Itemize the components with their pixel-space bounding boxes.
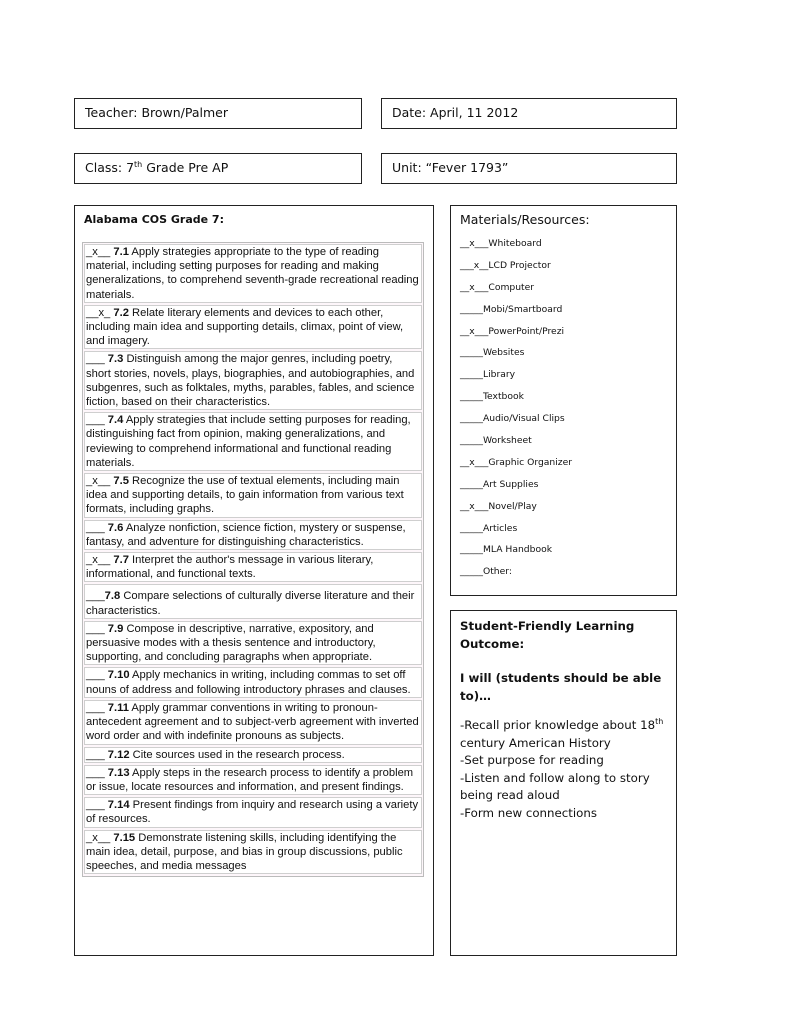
outcome-list [460, 717, 672, 823]
standard-row [84, 520, 422, 550]
standard-code: 7.5 [113, 475, 129, 488]
standards-title: Alabama COS Grade 7: [84, 213, 224, 226]
standard-text: Apply grammar conventions in writing to pronoun-antecedent agreement and to subject-verb agreement with inverted word order and with indefinite pronouns as subjects. [86, 701, 419, 743]
standard-row [84, 830, 422, 875]
standard-row [84, 412, 422, 471]
teacher-label: Teacher: Brown/Palmer [85, 105, 229, 120]
material-item: __x___PowerPoint/Prezi [460, 325, 565, 337]
standard-text: Interpret the author's message in various literary, informational, and functional texts. [86, 554, 374, 581]
standard-mark: ___ [86, 521, 108, 534]
unit-label: Unit: “Fever 1793” [392, 160, 509, 175]
material-item: _____Other: [460, 566, 512, 578]
class-suffix: Grade Pre AP [142, 160, 229, 175]
standard-mark: ___ [86, 353, 108, 366]
standard-text: Relate literary elements and devices to each other, including main idea and supporting details, climax, point of view, and imagery. [86, 306, 404, 348]
material-item: __x___Computer [460, 281, 535, 293]
material-item: _____MLA Handbook [460, 544, 553, 556]
outcome-item: -Form new connections [460, 805, 598, 820]
standard-row [84, 244, 422, 303]
standard-code: 7.9 [107, 622, 124, 635]
standard-text: Apply steps in the research process to identify a problem or issue, locate resources and information, and present findings. [86, 766, 414, 793]
outcome-item-suffix: century American History [460, 735, 611, 750]
standard-text: Distinguish among the major genres, including poetry, short stories, novels, plays, biographies, and autobiographies, and subgenres, such as folktales, myths, parables, fables, and science fiction, based on their characteristics. [86, 353, 415, 409]
materials-title: Materials/Resources: [460, 212, 590, 227]
standard-code: 7.13 [107, 766, 130, 779]
standard-row [84, 747, 422, 763]
teacher-field [74, 98, 362, 129]
material-item: _____Mobi/Smartboard [460, 303, 563, 315]
materials-panel [450, 205, 677, 596]
standard-mark: ___ [86, 622, 108, 635]
material-item: _____Websites [460, 347, 525, 359]
standard-text: Present findings from inquiry and research using a variety of resources. [86, 799, 419, 826]
standard-code: 7.12 [107, 748, 130, 761]
standard-mark: ___ [86, 669, 108, 682]
standard-code: 7.6 [107, 521, 124, 534]
standard-mark: _x__ [86, 831, 114, 844]
standard-text: Compare selections of culturally diverse literature and their characteristics. [86, 590, 415, 617]
standard-code: 7.14 [107, 799, 130, 812]
material-item: __x___Novel/Play [460, 500, 537, 512]
material-item: _____Audio/Visual Clips [460, 413, 565, 425]
standard-row [84, 667, 422, 697]
standard-row [84, 351, 422, 410]
standards-table [82, 242, 424, 877]
material-item: _____Library [460, 369, 516, 381]
outcome-item-prefix: -Recall prior knowledge about 18 [460, 718, 656, 732]
standards-panel [74, 205, 434, 956]
standard-text: Apply strategies appropriate to the type of reading material, including setting purposes for reading and making generalizations, to comprehend seventh-grade recreational reading materials. [86, 246, 419, 301]
standard-code: 7.3 [107, 353, 124, 366]
standard-row [84, 797, 422, 827]
standard-code: 7.2 [113, 306, 129, 319]
standard-text: Recognize the use of textual elements, including main idea and supporting details, to gain information from various text formats, including graphs. [86, 475, 404, 516]
standard-row [84, 584, 422, 618]
standard-text: Apply strategies that include setting purposes for reading, distinguishing fact from opinion, making generalizations, and reviewing to comprehend informational and functional reading materials. [86, 414, 411, 469]
standard-row [84, 765, 422, 795]
standard-row [84, 473, 422, 518]
standard-mark: ___ [86, 414, 108, 427]
standard-row [84, 552, 422, 582]
standard-mark: ___ [86, 799, 108, 812]
outcome-will: I will (students should be able to)… [460, 671, 662, 703]
class-prefix: Class: 7 [85, 160, 135, 175]
outcome-title: Student-Friendly Learning Outcome: [460, 619, 635, 651]
date-field [381, 98, 677, 129]
standard-mark: _x__ [86, 554, 114, 567]
standard-row [84, 305, 422, 350]
standard-code: 7.7 [113, 554, 129, 567]
outcome-item-sup: th [655, 717, 664, 727]
standard-mark: ___ [86, 748, 108, 761]
material-item: ___x__LCD Projector [460, 259, 551, 271]
standard-text: Cite sources used in the research process. [129, 748, 345, 761]
outcome-content [460, 617, 672, 823]
standard-code: 7.15 [113, 831, 136, 844]
class-sup: th [134, 159, 143, 169]
standard-text: Compose in descriptive, narrative, expository, and persuasive modes with a thesis sentence and introductory, supporting, and concluding paragraphs when appropriate. [86, 622, 376, 664]
unit-field [381, 153, 677, 184]
standard-mark: __x_ [86, 306, 114, 319]
standard-code: 7.1 [113, 246, 129, 258]
outcome-item [460, 717, 672, 752]
standard-mark: _x__ [86, 475, 114, 488]
material-item: _____Textbook [460, 391, 524, 403]
class-field [74, 153, 362, 184]
standard-mark: ___ [86, 701, 108, 714]
outcome-panel [450, 610, 677, 956]
material-item: _____Worksheet [460, 435, 532, 447]
standard-code: 7.4 [107, 414, 124, 427]
standard-row [84, 621, 422, 666]
standard-mark: ___ [86, 590, 105, 603]
standard-text: Demonstrate listening skills, including identifying the main idea, detail, purpose, and bias in group discussions, public speeches, and media messages [86, 831, 403, 872]
material-item: _____Art Supplies [460, 478, 539, 490]
outcome-item: -Set purpose for reading [460, 753, 604, 768]
outcome-item: -Listen and follow along to story being read aloud [460, 770, 650, 803]
standard-code: 7.8 [104, 590, 121, 603]
standard-mark: ___ [86, 766, 108, 779]
standard-text: Analyze nonfiction, science fiction, mystery or suspense, fantasy, and adventure for distinguishing characteristics. [86, 521, 406, 548]
materials-list [460, 238, 572, 588]
standard-code: 7.11 [107, 701, 129, 714]
material-item: __x___Whiteboard [460, 238, 542, 249]
material-item: __x___Graphic Organizer [460, 456, 573, 468]
standard-mark: _x__ [86, 246, 114, 258]
standard-text: Apply mechanics in writing, including commas to set off nouns of address and following introductory phrases and clauses. [86, 669, 411, 696]
date-label: Date: April, 11 2012 [392, 105, 519, 120]
class-label [75, 154, 361, 176]
standard-row [84, 700, 422, 745]
material-item: _____Articles [460, 522, 518, 534]
standard-code: 7.10 [107, 669, 130, 682]
